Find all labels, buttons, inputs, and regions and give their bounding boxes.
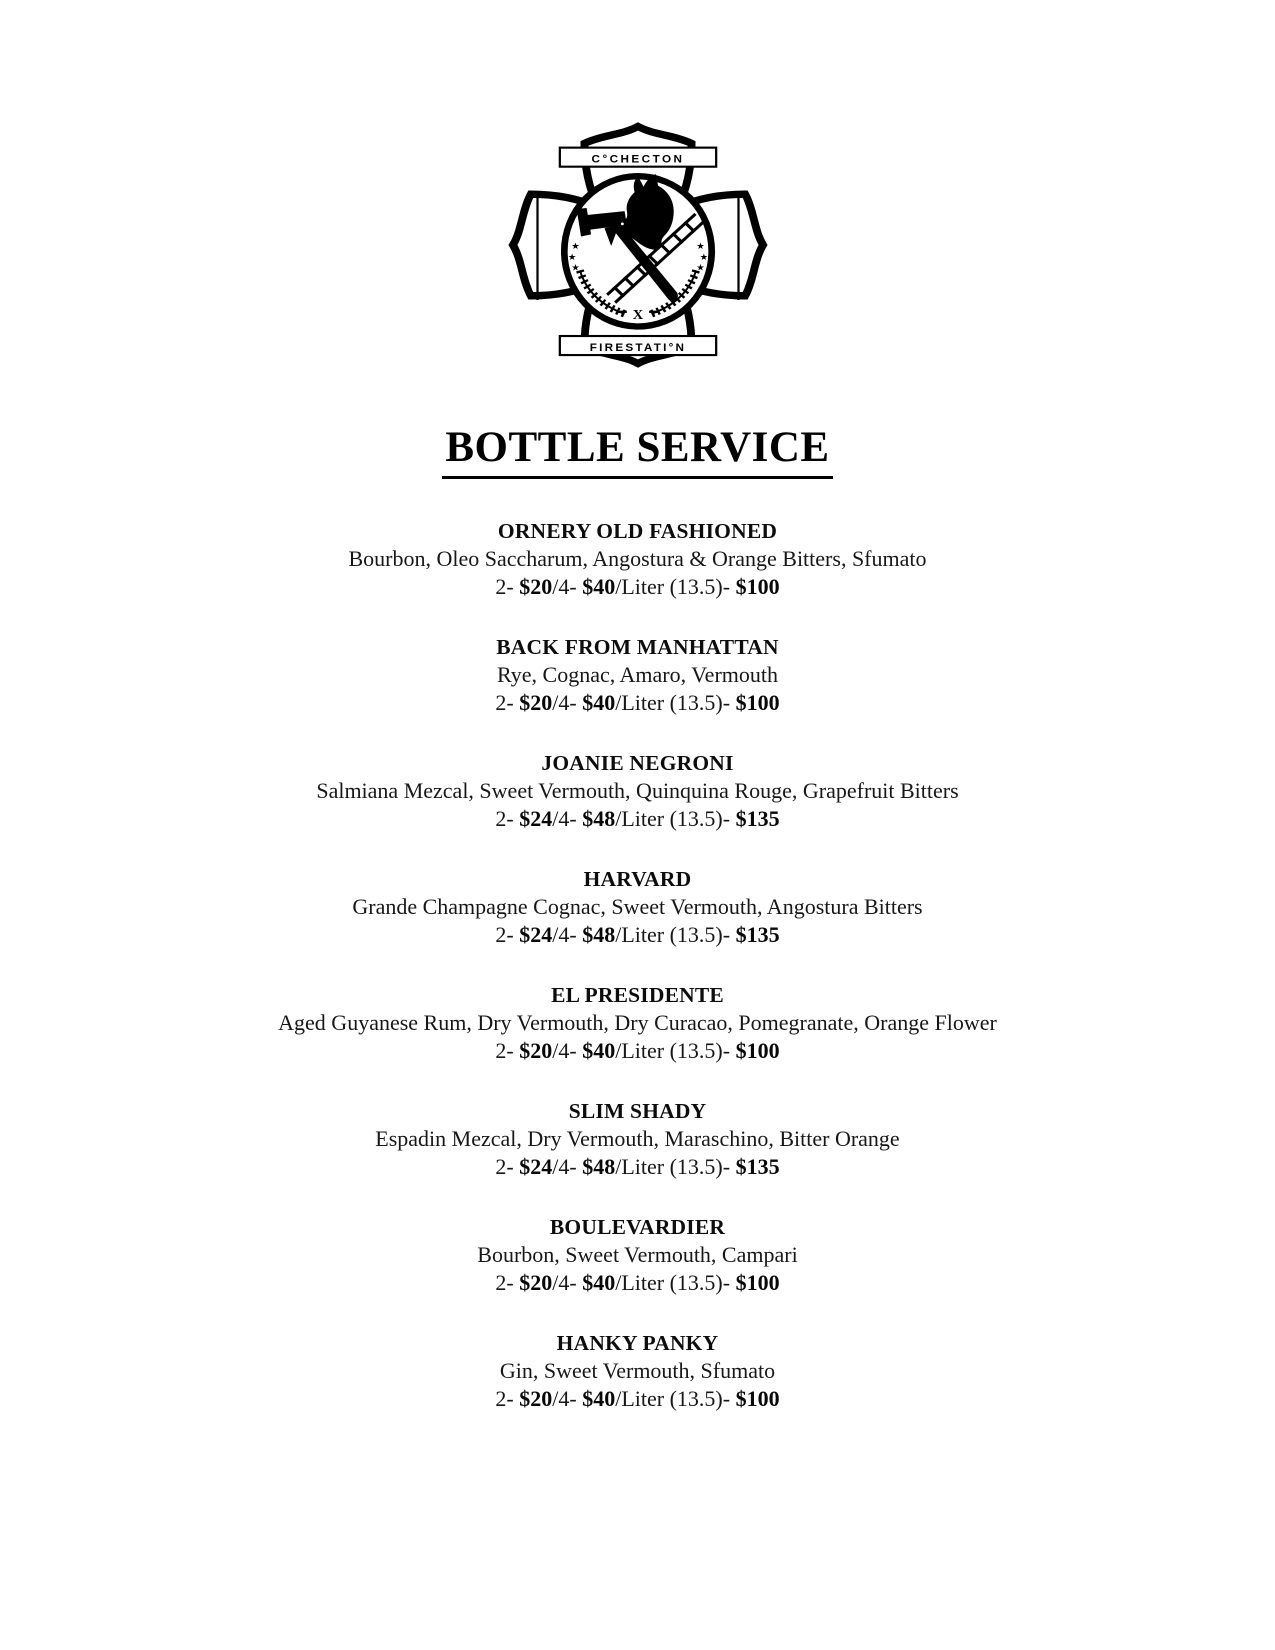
price-four-label: /4- xyxy=(552,1037,583,1063)
menu-item-hanky-panky xyxy=(0,1329,1275,1413)
price-liter-value: $100 xyxy=(735,573,780,599)
price-two-label: 2- xyxy=(495,1385,520,1411)
price-liter-value: $100 xyxy=(735,1269,780,1295)
price-four-label: /4- xyxy=(552,689,583,715)
star-icon: ★ xyxy=(695,241,705,253)
price-liter-value: $135 xyxy=(735,1153,780,1179)
price-two-label: 2- xyxy=(495,1269,520,1295)
horse-nostril xyxy=(620,222,623,225)
price-liter-label: /Liter (13.5)- xyxy=(615,1269,736,1295)
star-icon: ★ xyxy=(567,252,576,263)
star-icon: ★ xyxy=(570,262,580,274)
price-liter-label: /Liter (13.5)- xyxy=(615,1153,736,1179)
star-icon: ★ xyxy=(570,241,580,253)
x-right-dash xyxy=(649,311,658,313)
bottom-banner xyxy=(559,336,715,355)
price-four-label: /4- xyxy=(552,805,583,831)
logo-container xyxy=(0,0,1275,372)
item-ingredients: Grande Champagne Cognac, Sweet Vermouth, Angostura Bitters xyxy=(352,893,923,919)
price-liter-label: /Liter (13.5)- xyxy=(615,921,736,947)
price-two-value: $20 xyxy=(519,689,553,715)
fire-station-crest-logo xyxy=(504,118,772,372)
price-two-value: $20 xyxy=(519,573,553,599)
menu-item-boulevardier xyxy=(0,1213,1275,1297)
menu-item-joanie-negroni xyxy=(0,749,1275,833)
item-ingredients: Salmiana Mezcal, Sweet Vermouth, Quinquina Rouge, Grapefruit Bitters xyxy=(316,777,959,803)
menu-item-back-from-manhattan xyxy=(0,633,1275,717)
item-price-line xyxy=(0,1385,1275,1413)
item-ingredients: Bourbon, Oleo Saccharum, Angostura & Orange Bitters, Sfumato xyxy=(348,545,927,571)
x-mark: X xyxy=(632,307,643,323)
price-two-value: $20 xyxy=(519,1385,553,1411)
price-four-label: /4- xyxy=(552,573,583,599)
price-four-label: /4- xyxy=(552,1153,583,1179)
top-banner xyxy=(559,148,715,167)
price-four-label: /4- xyxy=(552,921,583,947)
price-liter-label: /Liter (13.5)- xyxy=(615,805,736,831)
item-ingredients: Rye, Cognac, Amaro, Vermouth xyxy=(496,661,778,687)
price-two-value: $20 xyxy=(519,1037,553,1063)
price-two-label: 2- xyxy=(495,573,520,599)
menu-item-el-presidente xyxy=(0,981,1275,1065)
price-two-label: 2- xyxy=(495,1153,520,1179)
star-icon: ★ xyxy=(695,262,705,274)
x-left-dash xyxy=(617,311,626,313)
item-ingredients: Gin, Sweet Vermouth, Sfumato xyxy=(499,1357,776,1383)
price-liter-value: $100 xyxy=(735,1385,780,1411)
price-four-value: $40 xyxy=(582,1269,616,1295)
menu-item-slim-shady xyxy=(0,1097,1275,1181)
item-name: HANKY PANKY xyxy=(556,1330,719,1355)
price-two-value: $24 xyxy=(519,805,553,831)
star-icon: ★ xyxy=(699,252,708,263)
item-name: BACK FROM MANHATTAN xyxy=(496,634,779,659)
item-price-line xyxy=(0,1153,1275,1181)
price-four-value: $40 xyxy=(582,1037,616,1063)
price-four-value: $48 xyxy=(582,805,616,831)
price-two-value: $24 xyxy=(519,921,553,947)
item-ingredients: Aged Guyanese Rum, Dry Vermouth, Dry Curacao, Pomegranate, Orange Flower xyxy=(278,1009,997,1035)
page-title-text: BOTTLE SERVICE xyxy=(442,422,832,479)
price-liter-label: /Liter (13.5)- xyxy=(615,1385,736,1411)
bottom-banner-label: FIRESTATI°N xyxy=(589,342,686,354)
item-name: HARVARD xyxy=(583,866,692,891)
price-two-label: 2- xyxy=(495,921,520,947)
price-liter-value: $135 xyxy=(735,921,780,947)
item-name: EL PRESIDENTE xyxy=(551,982,724,1007)
item-name: ORNERY OLD FASHIONED xyxy=(497,518,778,543)
price-two-label: 2- xyxy=(495,805,520,831)
price-four-value: $40 xyxy=(582,1385,616,1411)
price-two-label: 2- xyxy=(495,689,520,715)
price-two-value: $24 xyxy=(519,1153,553,1179)
item-name: JOANIE NEGRONI xyxy=(541,750,734,775)
price-liter-value: $135 xyxy=(735,805,780,831)
price-liter-label: /Liter (13.5)- xyxy=(615,573,736,599)
item-price-line xyxy=(0,805,1275,833)
page-title xyxy=(0,422,1275,479)
price-four-value: $48 xyxy=(582,921,616,947)
item-price-line xyxy=(0,573,1275,601)
top-banner-label: C°CHECTON xyxy=(591,153,684,166)
price-four-value: $48 xyxy=(582,1153,616,1179)
item-name: BOULEVARDIER xyxy=(549,1214,726,1239)
price-two-label: 2- xyxy=(495,1037,520,1063)
item-price-line xyxy=(0,1269,1275,1297)
item-name: SLIM SHADY xyxy=(568,1098,707,1123)
price-two-value: $20 xyxy=(519,1269,553,1295)
item-price-line xyxy=(0,689,1275,717)
item-price-line xyxy=(0,921,1275,949)
menu-item-ornery-old-fashioned xyxy=(0,517,1275,601)
price-four-label: /4- xyxy=(552,1269,583,1295)
bottle-service-menu xyxy=(0,517,1275,1413)
price-liter-value: $100 xyxy=(735,689,780,715)
price-liter-label: /Liter (13.5)- xyxy=(615,689,736,715)
price-four-value: $40 xyxy=(582,689,616,715)
item-ingredients: Espadin Mezcal, Dry Vermouth, Maraschino, Bitter Orange xyxy=(375,1125,900,1151)
item-price-line xyxy=(0,1037,1275,1065)
item-ingredients: Bourbon, Sweet Vermouth, Campari xyxy=(477,1241,798,1267)
price-liter-label: /Liter (13.5)- xyxy=(615,1037,736,1063)
price-liter-value: $100 xyxy=(735,1037,780,1063)
menu-item-harvard xyxy=(0,865,1275,949)
price-four-value: $40 xyxy=(582,573,616,599)
price-four-label: /4- xyxy=(552,1385,583,1411)
